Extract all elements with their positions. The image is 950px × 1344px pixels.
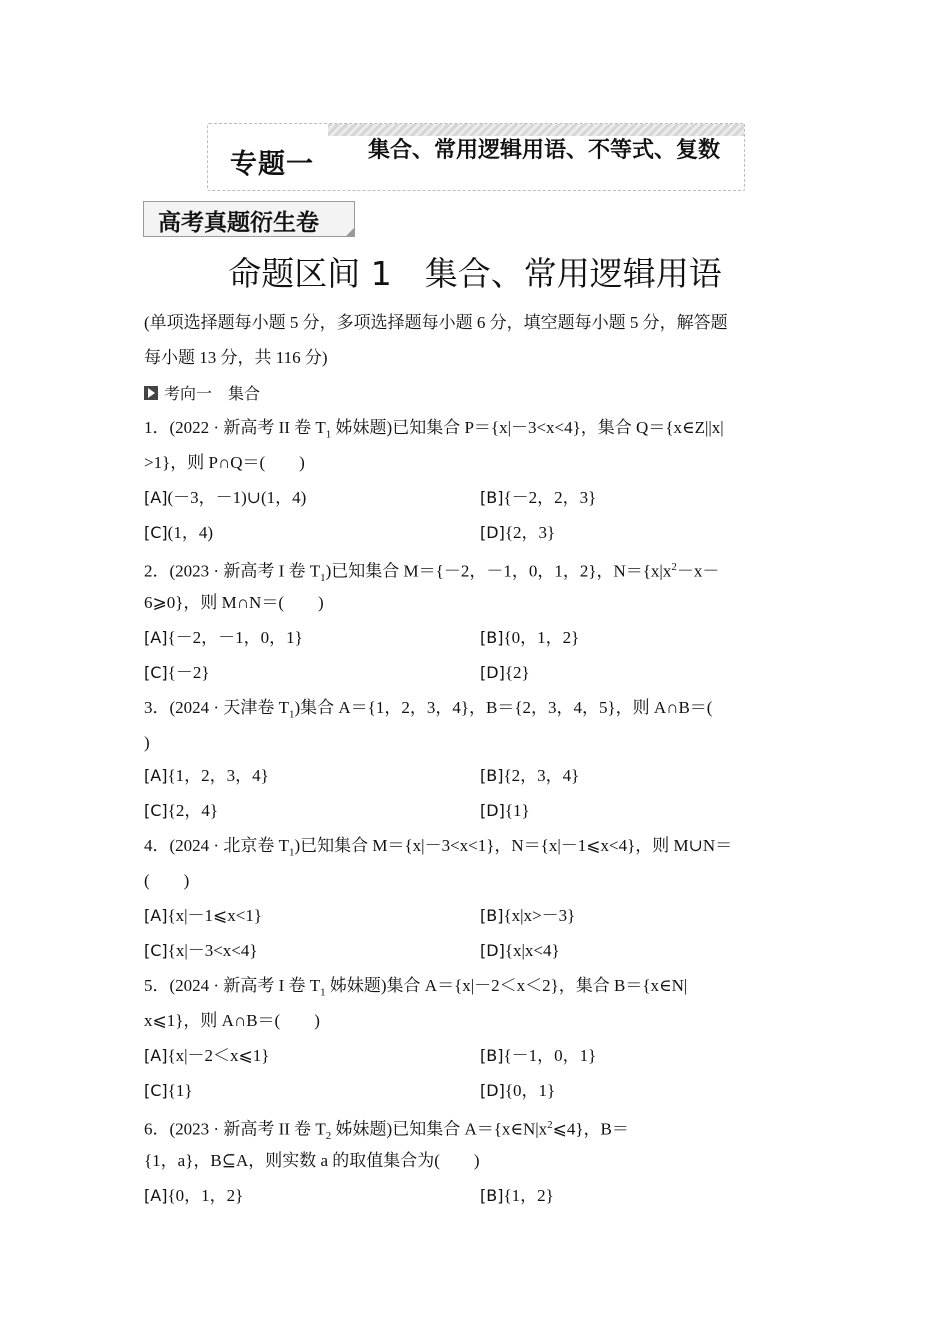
topic-banner bbox=[207, 123, 745, 191]
q5-source-tail: 姊妹题) bbox=[325, 976, 387, 995]
q4-option-b[interactable] bbox=[480, 898, 575, 933]
q5-source-sub: 1 bbox=[320, 986, 326, 999]
q4-source: (2024 · 北京卷 T bbox=[169, 836, 289, 855]
q2-source-sub: 1 bbox=[320, 572, 326, 585]
instructions-line-1: (单项选择题每小题 5 分，多项选择题每小题 6 分，填空题每小题 5 分，解答题 bbox=[144, 313, 728, 332]
q4-stem-1: 已知集合 M＝{x|－3<x<1}，N＝{x|－1⩽x<4}，则 M∪N＝ bbox=[300, 836, 733, 855]
option-label: [C] bbox=[144, 1081, 168, 1100]
section-tag-text: 高考真题衍生卷 bbox=[158, 210, 319, 235]
q6-number: 6． bbox=[144, 1119, 170, 1139]
q4-stem-2: ( ) bbox=[144, 871, 190, 890]
option-text: {x|－1⩽x<1} bbox=[167, 906, 262, 925]
q5-stem-1: 集合 A＝{x|－2＜x＜2}，集合 B＝{x∈N| bbox=[386, 976, 688, 995]
q5-number: 5． bbox=[144, 976, 170, 995]
option-text: {－2} bbox=[167, 663, 210, 682]
q5-option-a[interactable] bbox=[144, 1038, 269, 1073]
option-text: {2，3，4} bbox=[503, 766, 580, 785]
option-label: [D] bbox=[480, 523, 505, 542]
option-label: [A] bbox=[144, 488, 168, 507]
direction-heading bbox=[144, 376, 806, 411]
q4-option-d[interactable] bbox=[480, 933, 560, 968]
q2-option-a[interactable] bbox=[144, 620, 303, 655]
q4-source-sub: 1 bbox=[288, 846, 295, 859]
q3-stem-1: 集合 A＝{1，2，3，4}，B＝{2，3，4，5}，则 A∩B＝( bbox=[300, 698, 713, 717]
option-label: [B] bbox=[480, 906, 504, 925]
option-text: {x|x<4} bbox=[504, 941, 560, 960]
option-text: {－1，0，1} bbox=[503, 1046, 597, 1065]
option-label: [C] bbox=[144, 523, 168, 542]
option-text: {1，2，3，4} bbox=[167, 766, 269, 785]
q2-stem-1b: －x－ bbox=[676, 561, 720, 581]
option-label: [C] bbox=[144, 801, 168, 820]
q2-option-c[interactable] bbox=[144, 655, 209, 690]
q5-source: (2024 · 新高考 I 卷 T bbox=[169, 976, 321, 995]
q1-option-d[interactable] bbox=[480, 515, 555, 550]
page-title: 命题区间 1 集合、常用逻辑用语 bbox=[228, 254, 722, 293]
option-label: [A] bbox=[144, 628, 168, 647]
q2-stem-1a: 已知集合 M＝{－2，－1，0，1，2}，N＝{x|x bbox=[331, 561, 672, 581]
instructions-line-2: 每小题 13 分，共 116 分) bbox=[144, 348, 328, 367]
option-label: [A] bbox=[144, 1046, 168, 1065]
option-label: [D] bbox=[480, 801, 505, 820]
section-tag-corner bbox=[346, 228, 354, 236]
q6-stem-1a: 已知集合 A＝{x∈N|x bbox=[392, 1119, 548, 1139]
q2-superscript: 2 bbox=[671, 561, 677, 573]
q3-option-c[interactable] bbox=[144, 793, 218, 828]
q6-source-sub: 2 bbox=[325, 1130, 332, 1143]
q1-stem-2: >1}，则 P∩Q＝( ) bbox=[144, 453, 305, 472]
option-label: [D] bbox=[480, 1081, 505, 1100]
q4-number: 4． bbox=[144, 836, 170, 855]
option-text: (1，4) bbox=[167, 523, 213, 542]
q6-option-b[interactable] bbox=[480, 1178, 554, 1213]
option-text: {－2，2，3} bbox=[503, 488, 597, 507]
option-label: [C] bbox=[144, 941, 168, 960]
q6-stem-1b: ⩽4}，B＝ bbox=[552, 1119, 629, 1139]
q5-stem-2: x⩽1}，则 A∩B＝( ) bbox=[144, 1011, 320, 1030]
q2-number: 2． bbox=[144, 561, 170, 581]
q1-number: 1． bbox=[144, 418, 170, 437]
q5-option-b[interactable] bbox=[480, 1038, 596, 1073]
option-text: {－2，－1，0，1} bbox=[167, 628, 303, 647]
q3-source-sub: 1 bbox=[288, 708, 295, 721]
option-text: {2} bbox=[504, 663, 530, 682]
q1-stem-1: 已知集合 P＝{x|－3<x<4}，集合 Q＝{x∈Z||x| bbox=[392, 418, 724, 437]
q6-stem-2: {1，a}，B⊆A，则实数 a 的取值集合为( ) bbox=[144, 1151, 480, 1170]
option-label: [A] bbox=[144, 906, 168, 925]
option-text: {x|x>－3} bbox=[503, 906, 576, 925]
option-text: {0，1，2} bbox=[503, 628, 580, 647]
q6-option-a[interactable] bbox=[144, 1178, 243, 1213]
q2-source-tail: ) bbox=[325, 561, 332, 581]
banner-topic: 集合、常用逻辑用语、不等式、复数 bbox=[368, 138, 721, 163]
banner-stripe bbox=[328, 124, 744, 136]
q1-source-sub: 1 bbox=[325, 428, 332, 441]
option-label: [B] bbox=[480, 488, 504, 507]
option-label: [B] bbox=[480, 1186, 504, 1205]
option-label: [B] bbox=[480, 766, 504, 785]
option-label: [D] bbox=[480, 941, 505, 960]
option-label: [A] bbox=[144, 1186, 168, 1205]
direction-text: 考向一 集合 bbox=[164, 384, 261, 403]
q1-option-a[interactable] bbox=[144, 480, 306, 515]
q3-option-b[interactable] bbox=[480, 758, 579, 793]
option-text: {1} bbox=[504, 801, 530, 820]
q6-source: (2023 · 新高考 II 卷 T bbox=[169, 1119, 326, 1139]
q3-option-d[interactable] bbox=[480, 793, 530, 828]
option-text: {1，2} bbox=[503, 1186, 554, 1205]
option-text: (－3，－1)∪(1，4) bbox=[167, 488, 307, 507]
q6-superscript: 2 bbox=[547, 1119, 553, 1131]
option-text: {2，3} bbox=[504, 523, 556, 542]
q1-option-c[interactable] bbox=[144, 515, 213, 550]
option-text: {2，4} bbox=[167, 801, 218, 820]
q2-source: (2023 · 新高考 I 卷 T bbox=[169, 561, 321, 581]
option-label: [B] bbox=[480, 628, 504, 647]
q3-option-a[interactable] bbox=[144, 758, 269, 793]
section-tag bbox=[143, 201, 355, 237]
option-text: {1} bbox=[167, 1081, 193, 1100]
q3-source-tail: ) bbox=[294, 698, 301, 717]
option-label: [D] bbox=[480, 663, 505, 682]
q2-option-d[interactable] bbox=[480, 655, 530, 690]
option-label: [A] bbox=[144, 766, 168, 785]
q1-source: (2022 · 新高考 II 卷 T bbox=[169, 418, 326, 437]
q4-source-tail: ) bbox=[294, 836, 301, 855]
q1-source-tail: 姊妹题) bbox=[331, 418, 393, 437]
q4-option-a[interactable] bbox=[144, 898, 262, 933]
option-text: {x|－2＜x⩽1} bbox=[167, 1046, 270, 1065]
q3-number: 3． bbox=[144, 698, 170, 717]
q6-source-tail: 姊妹题) bbox=[331, 1119, 393, 1139]
banner-label: 专题一 bbox=[230, 149, 314, 179]
option-text: {0，1} bbox=[504, 1081, 556, 1100]
q2-stem-2: 6⩾0}，则 M∩N＝( ) bbox=[144, 593, 324, 612]
q5-option-c[interactable] bbox=[144, 1073, 192, 1108]
q4-option-c[interactable] bbox=[144, 933, 258, 968]
option-text: {0，1，2} bbox=[167, 1186, 244, 1205]
q2-option-b[interactable] bbox=[480, 620, 579, 655]
option-label: [C] bbox=[144, 663, 168, 682]
play-triangle-icon bbox=[144, 386, 158, 400]
q5-option-d[interactable] bbox=[480, 1073, 555, 1108]
q3-source: (2024 · 天津卷 T bbox=[169, 698, 289, 717]
q3-stem-2: ) bbox=[144, 733, 150, 752]
q1-option-b[interactable] bbox=[480, 480, 596, 515]
option-label: [B] bbox=[480, 1046, 504, 1065]
option-text: {x|－3<x<4} bbox=[167, 941, 258, 960]
